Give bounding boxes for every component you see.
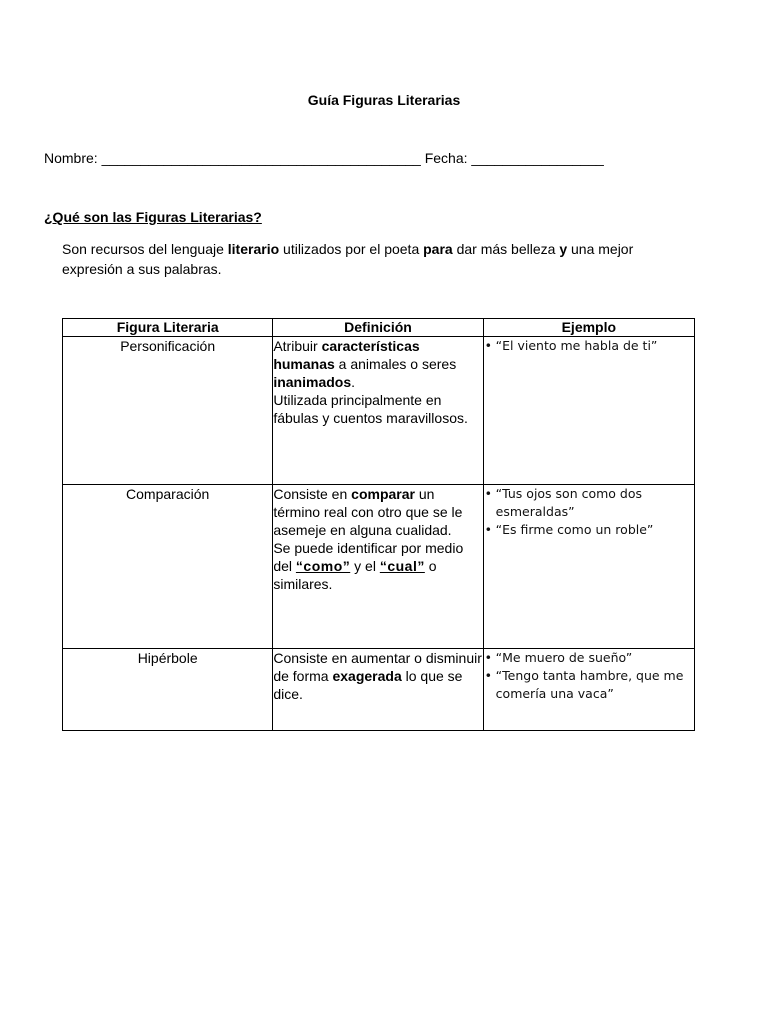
intro-paragraph: [62, 239, 672, 279]
bullet-icon: •: [484, 338, 493, 353]
fecha-field: _________________: [471, 150, 604, 166]
nombre-label: Nombre:: [44, 150, 98, 166]
definition-text: un término real con otro que se le asemeje en alguna cualidad.: [273, 486, 463, 538]
figure-definition: [273, 337, 483, 485]
definition-bold: características humanas: [273, 338, 420, 372]
figure-examples: [483, 485, 694, 649]
definition-text: lo que se dice.: [273, 668, 463, 702]
figure-name: Personificación: [63, 337, 273, 485]
table-header-row: [63, 319, 695, 337]
example-text: “Me muero de sueño”: [495, 650, 633, 665]
example-item: [484, 649, 694, 667]
bullet-icon: •: [484, 522, 493, 537]
definition-text: o similares.: [273, 558, 437, 592]
name-date-line: [44, 150, 604, 166]
definition-text: Consiste en: [273, 486, 352, 502]
table-row: [63, 649, 695, 731]
fecha-label: Fecha:: [424, 150, 468, 166]
document-title: Guía Figuras Literarias: [307, 92, 461, 108]
example-item: [484, 337, 694, 355]
bullet-icon: •: [484, 668, 493, 683]
definition-text: y el: [350, 558, 380, 574]
example-text: “Tus ojos son como dos esmeraldas”: [495, 486, 643, 519]
header-definicion: Definición: [273, 319, 483, 337]
figure-examples: [483, 337, 694, 485]
section-question: ¿Qué son las Figuras Literarias?: [44, 209, 262, 225]
definition-text: Consiste en aumentar o disminuir de forma: [273, 650, 482, 684]
example-text: “Tengo tanta hambre, que me comería una vaca”: [495, 668, 684, 701]
definition-text: Utilizada principalmente en fábulas y cuentos maravillosos.: [273, 392, 468, 426]
definition-text: Atribuir: [273, 338, 322, 354]
figure-definition: [273, 649, 483, 731]
intro-text: dar más belleza: [452, 241, 560, 257]
keyword-cual: “cual”: [379, 558, 425, 574]
example-text: “Es firme como un roble”: [495, 522, 654, 537]
definition-text: Se puede identificar por medio del: [273, 540, 464, 574]
figure-name: Comparación: [63, 485, 273, 649]
figures-table: [62, 318, 695, 731]
example-text: “El viento me habla de ti”: [495, 338, 658, 353]
figure-definition: [273, 485, 483, 649]
definition-text: a animales o seres: [334, 356, 457, 372]
example-item: [484, 485, 694, 521]
example-item: [484, 521, 694, 539]
keyword-como: “como”: [295, 558, 351, 574]
header-ejemplo: Ejemplo: [483, 319, 694, 337]
bullet-icon: •: [484, 650, 493, 665]
definition-bold: inanimados: [273, 374, 352, 390]
definition-bold: comparar: [351, 486, 415, 502]
definition-bold: exagerada: [332, 668, 402, 684]
table-row: [63, 337, 695, 485]
table-row: [63, 485, 695, 649]
intro-text: utilizados por el poeta: [279, 241, 424, 257]
bullet-icon: •: [484, 486, 493, 501]
header-figura: Figura Literaria: [63, 319, 273, 337]
intro-bold: para: [423, 241, 453, 257]
intro-text: Son recursos del lenguaje: [62, 241, 228, 257]
intro-bold: literario: [227, 241, 280, 257]
example-item: [484, 667, 694, 703]
intro-bold: y: [559, 241, 568, 257]
figure-name: Hipérbole: [63, 649, 273, 731]
definition-text: .: [351, 374, 356, 390]
nombre-field: _________________________________________: [101, 150, 421, 166]
figure-examples: [483, 649, 694, 731]
intro-text: una mejor expresión a sus palabras.: [62, 241, 634, 277]
